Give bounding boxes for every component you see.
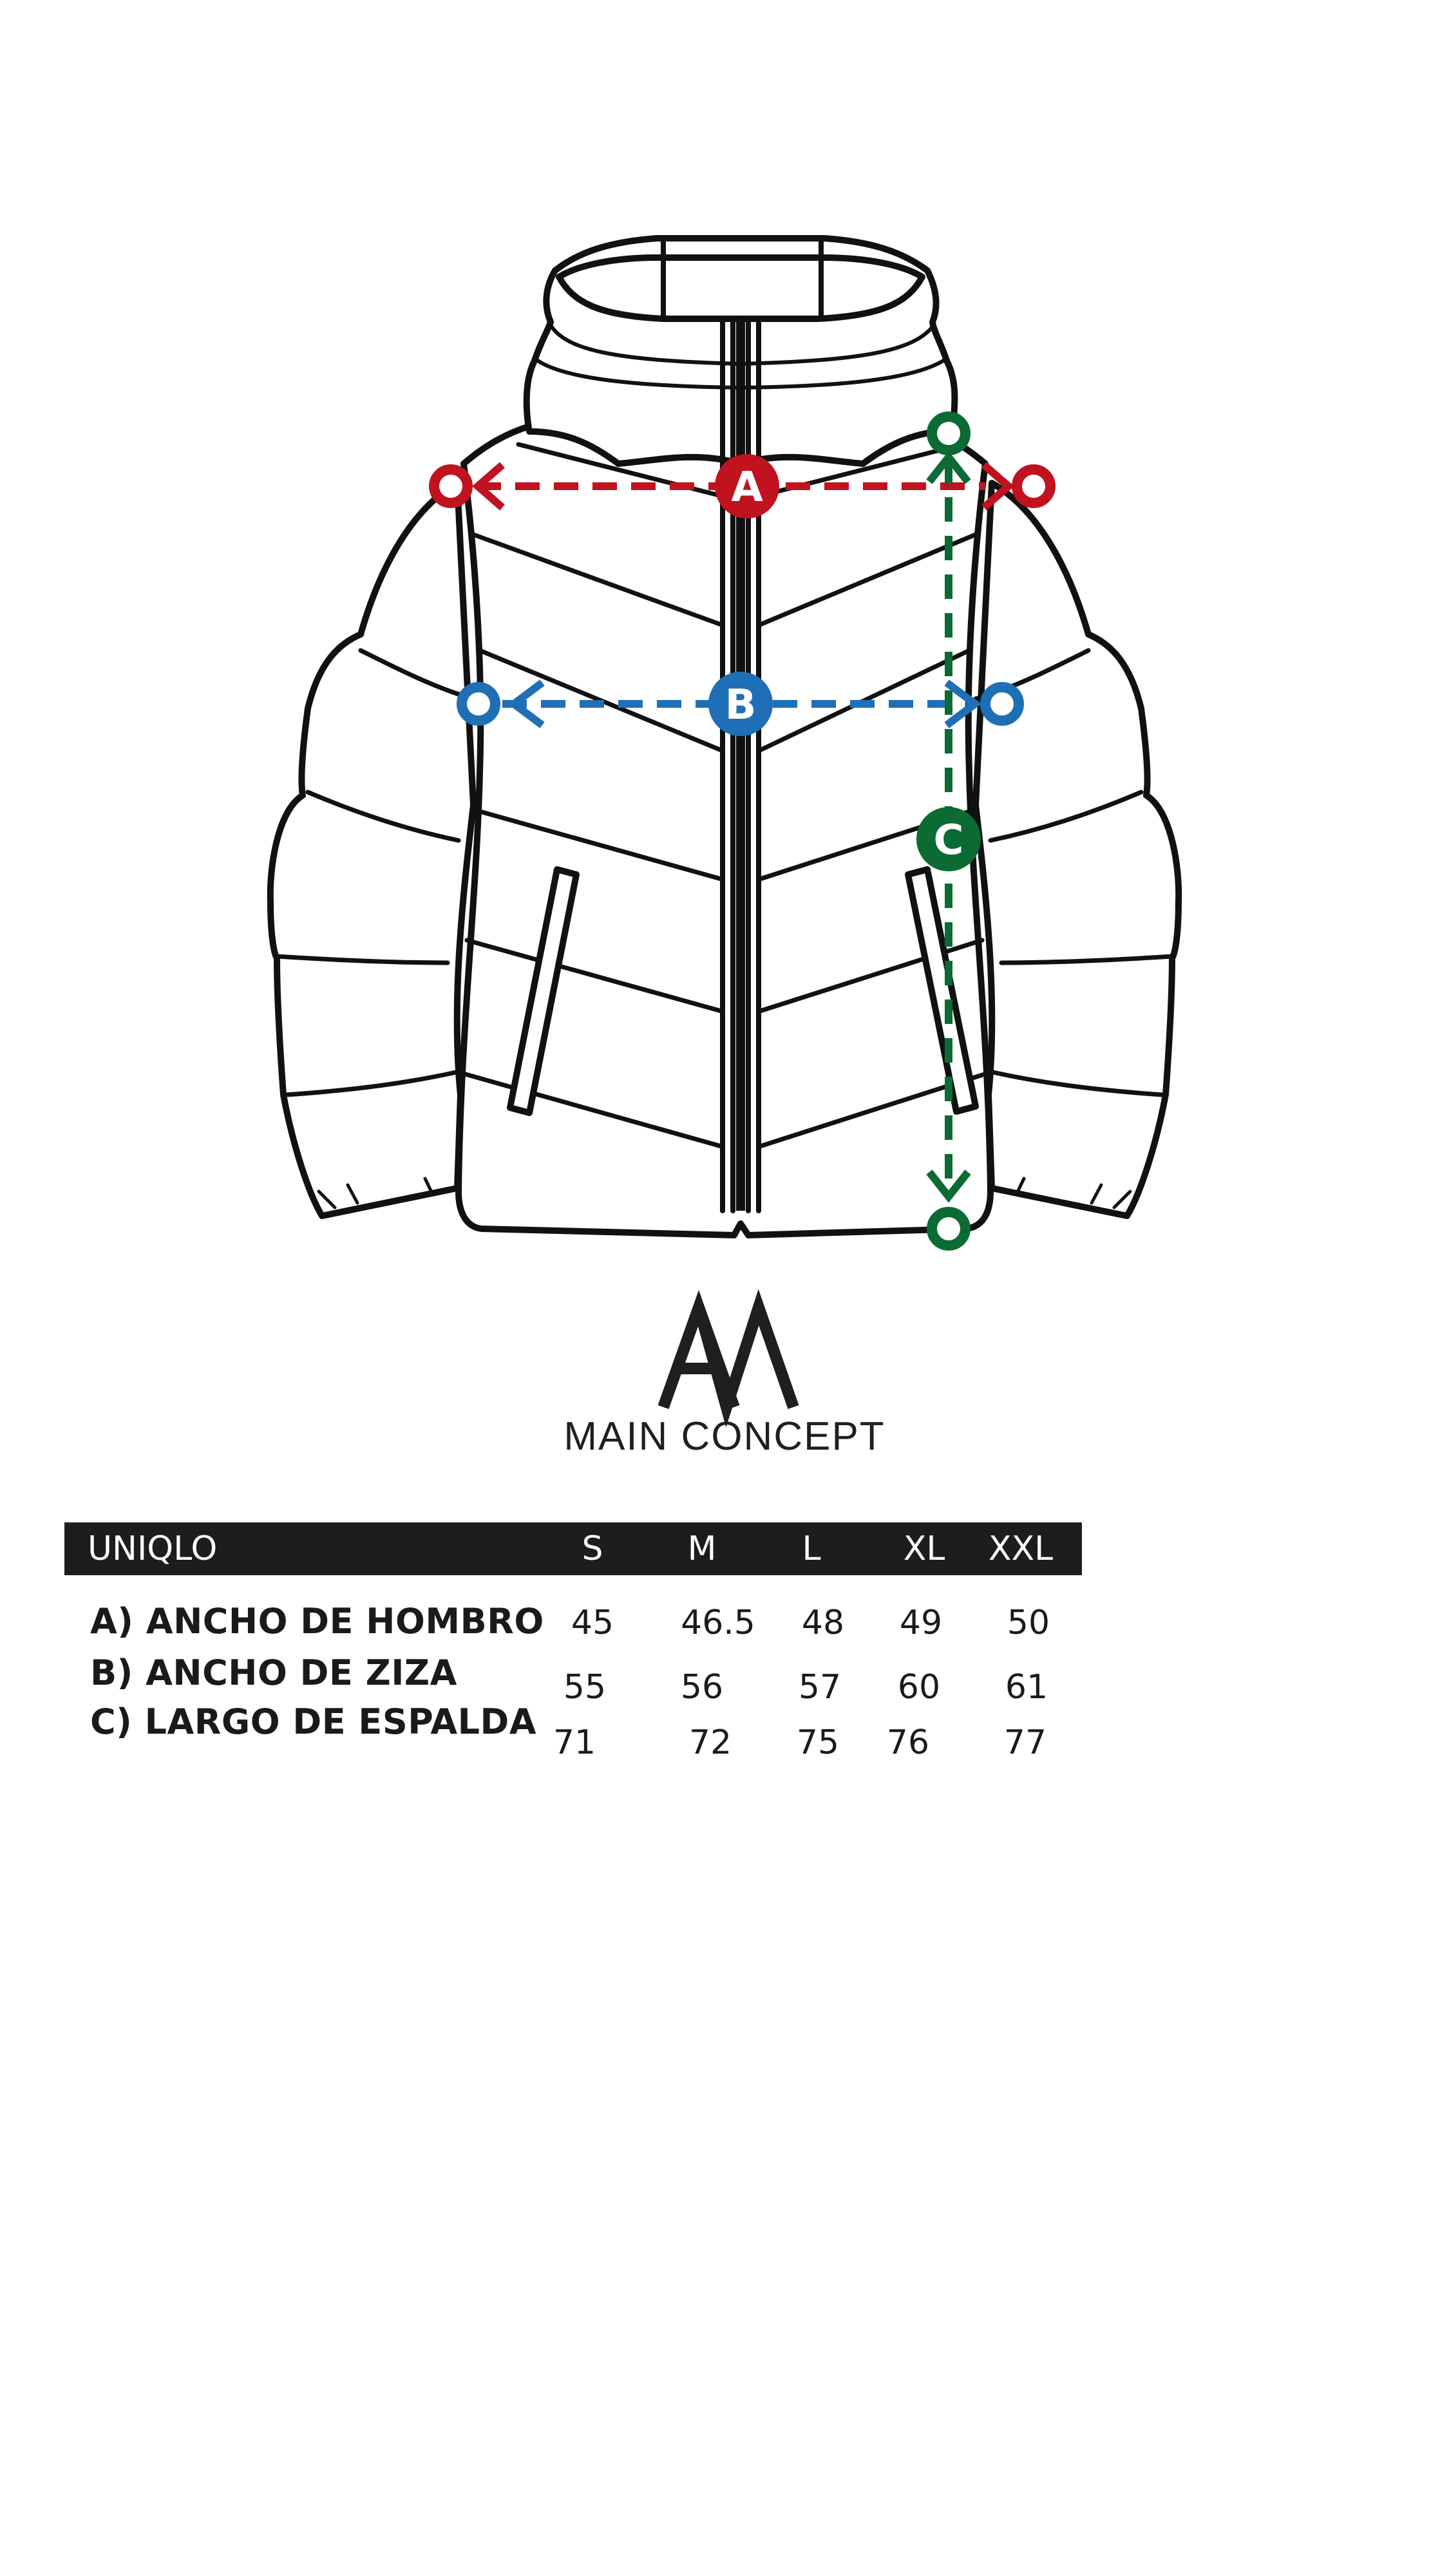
row-value: 45: [571, 1604, 614, 1642]
row-value: 77: [1003, 1723, 1047, 1762]
measure-a-endpoint-left: [434, 469, 468, 503]
table-row: [64, 1701, 1082, 1762]
row-value: 57: [798, 1668, 842, 1707]
size-header-m: M: [687, 1530, 717, 1568]
size-table-header: [64, 1522, 1082, 1575]
size-table: [64, 1522, 1082, 1762]
row-value: 61: [1005, 1668, 1048, 1707]
table-row: [64, 1601, 1082, 1646]
row-value: 75: [796, 1723, 840, 1762]
row-label: A) ANCHO DE HOMBRO: [90, 1601, 544, 1642]
table-row: [64, 1653, 1082, 1707]
measure-b-letter: B: [724, 681, 757, 729]
size-header-xxl: XXL: [988, 1530, 1054, 1568]
size-header-xl: XL: [903, 1530, 945, 1568]
row-value: 46.5: [681, 1604, 755, 1642]
measure-c-endpoint-top: [932, 417, 965, 450]
row-value: 55: [563, 1668, 607, 1707]
measure-c-endpoint-bottom: [932, 1212, 965, 1245]
row-value: 56: [680, 1668, 724, 1707]
measure-a-endpoint-right: [1017, 469, 1050, 503]
row-label: C) LARGO DE ESPALDA: [90, 1701, 537, 1742]
row-value: 49: [899, 1604, 943, 1642]
brand-logo-icon: [663, 1307, 793, 1407]
row-value: 76: [886, 1723, 930, 1762]
measure-b-endpoint-left: [462, 687, 495, 721]
table-brand-label: UNIQLO: [88, 1530, 218, 1568]
row-label: B) ANCHO DE ZIZA: [90, 1653, 457, 1693]
row-value: 50: [1007, 1604, 1050, 1642]
left-sleeve: [270, 483, 473, 1216]
row-value: 48: [801, 1604, 845, 1642]
size-header-l: L: [802, 1530, 821, 1568]
measure-a-letter: A: [731, 464, 763, 511]
measure-b-endpoint-right: [985, 687, 1019, 721]
row-value: 72: [688, 1723, 732, 1762]
right-sleeve: [976, 483, 1179, 1216]
measure-c-letter: C: [933, 817, 964, 864]
puffer-jacket-outline: [270, 238, 1179, 1235]
row-value: 60: [897, 1668, 941, 1707]
size-header-s: S: [582, 1530, 603, 1568]
row-value: 71: [553, 1723, 596, 1762]
brand-name: MAIN CONCEPT: [564, 1414, 886, 1459]
